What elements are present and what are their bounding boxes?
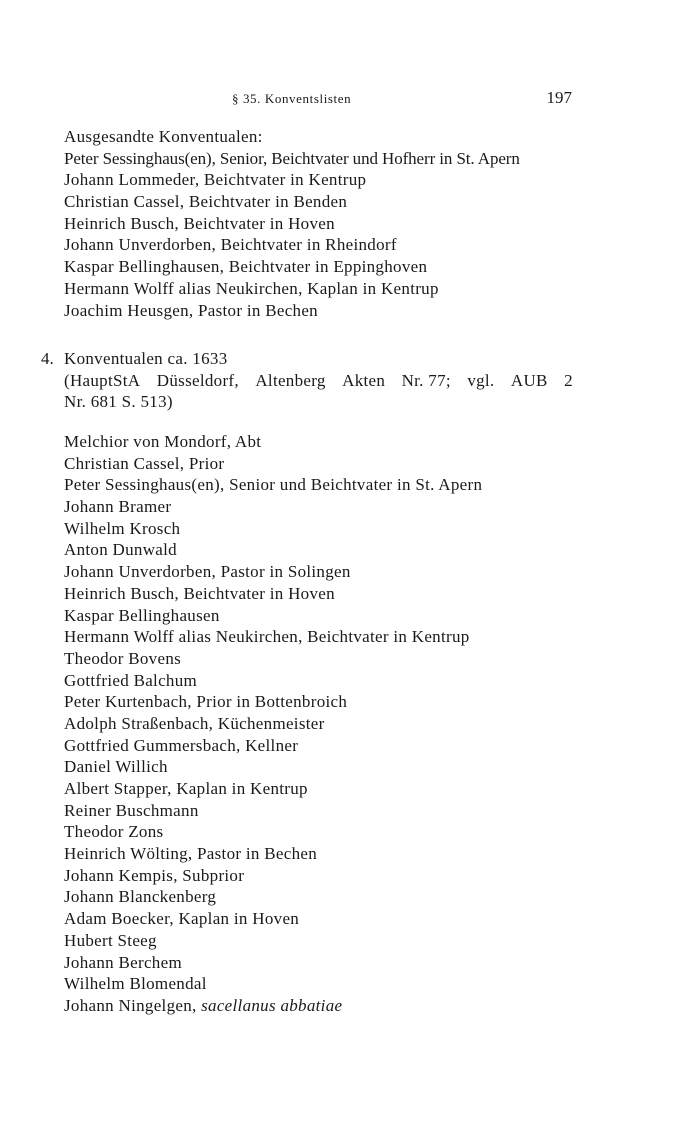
list-item: Wilhelm Krosch [64, 518, 181, 538]
list-item: Albert Stapper, Kaplan in Kentrup [64, 779, 308, 798]
citation-part: Nr. 77; [401, 370, 451, 390]
list-item: Johann Lommeder, Beichtvater in Kentrup [64, 170, 367, 190]
list-item: Anton Dunwald [64, 540, 177, 560]
list-item: Peter Kurtenbach, Prior in Bottenbroich [64, 692, 348, 712]
list-item: Heinrich Busch, Beichtvater in Hoven [64, 583, 335, 603]
list-item: Hubert Steeg [64, 930, 157, 950]
section-number: 4. [41, 349, 54, 368]
list-item: Johann Kempis, Subprior [64, 865, 245, 885]
section-title: Konventualen ca. 1633 [64, 349, 228, 368]
member-role-latin: sacellanus abbatiae [201, 995, 343, 1015]
citation-part: (HauptStA [64, 370, 141, 390]
list-item: Gottfried Gummersbach, Kellner [64, 735, 299, 755]
citation-part: vgl. [467, 370, 495, 390]
list-item: Johann Bramer [64, 497, 172, 517]
list-item: Adam Boecker, Kaplan in Hoven [64, 909, 300, 929]
list-item: Kaspar Bellinghausen [64, 605, 220, 625]
citation-part: AUB [510, 370, 548, 390]
list-item: Wilhelm Blomendal [64, 974, 207, 994]
list-item: Theodor Bovens [64, 648, 182, 668]
list-item: Peter Sessinghaus(en), Senior, Beichtvater und Hofherr in St. Apern [64, 148, 520, 168]
source-citation-line-1 [64, 370, 573, 392]
list-item: Christian Cassel, Prior [64, 453, 225, 473]
section-4-header [64, 348, 584, 413]
list-item: Reiner Buschmann [64, 800, 199, 820]
citation-part: Akten [342, 370, 386, 390]
list-item: Johann Berchem [64, 952, 182, 972]
list-item: Adolph Straßenbach, Küchenmeister [64, 713, 325, 733]
list-item: Johann Unverdorben, Beichtvater in Rheindorf [64, 235, 397, 255]
list-item: Theodor Zons [64, 822, 164, 842]
list-item: Peter Sessinghaus(en), Senior und Beichtvater in St. Apern [64, 475, 483, 495]
list-item: Hermann Wolff alias Neukirchen, Beichtvater in Kentrup [64, 627, 470, 647]
running-head [0, 88, 700, 110]
list-item: Joachim Heusgen, Pastor in Bechen [64, 300, 318, 320]
list-item: Johann Unverdorben, Pastor in Solingen [64, 562, 351, 582]
page-number: 197 [546, 88, 572, 107]
convent-members-list [64, 431, 584, 1017]
list-item-last [64, 995, 584, 1017]
citation-part: Altenberg [255, 370, 326, 390]
sent-members-section [64, 126, 584, 321]
list-item: Kaspar Bellinghausen, Beichtvater in Eppinghoven [64, 257, 428, 277]
section-heading: Ausgesandte Konventualen: [64, 127, 263, 146]
member-name: Johann Ningelgen, [64, 995, 202, 1015]
list-item: Melchior von Mondorf, Abt [64, 432, 262, 451]
list-item: Heinrich Wölting, Pastor in Bechen [64, 844, 318, 864]
list-item: Daniel Willich [64, 757, 168, 777]
list-item: Hermann Wolff alias Neukirchen, Kaplan in Kentrup [64, 278, 439, 298]
running-title: § 35. Konventslisten [232, 91, 352, 106]
list-item: Heinrich Busch, Beichtvater in Hoven [64, 213, 335, 233]
source-citation-line-2: Nr. 681 S. 513) [64, 392, 173, 412]
citation-part: 2 [564, 370, 573, 390]
list-item: Gottfried Balchum [64, 670, 198, 690]
list-item: Johann Blanckenberg [64, 887, 217, 907]
list-item: Christian Cassel, Beichtvater in Benden [64, 192, 348, 212]
citation-part: Düsseldorf, [156, 370, 239, 390]
